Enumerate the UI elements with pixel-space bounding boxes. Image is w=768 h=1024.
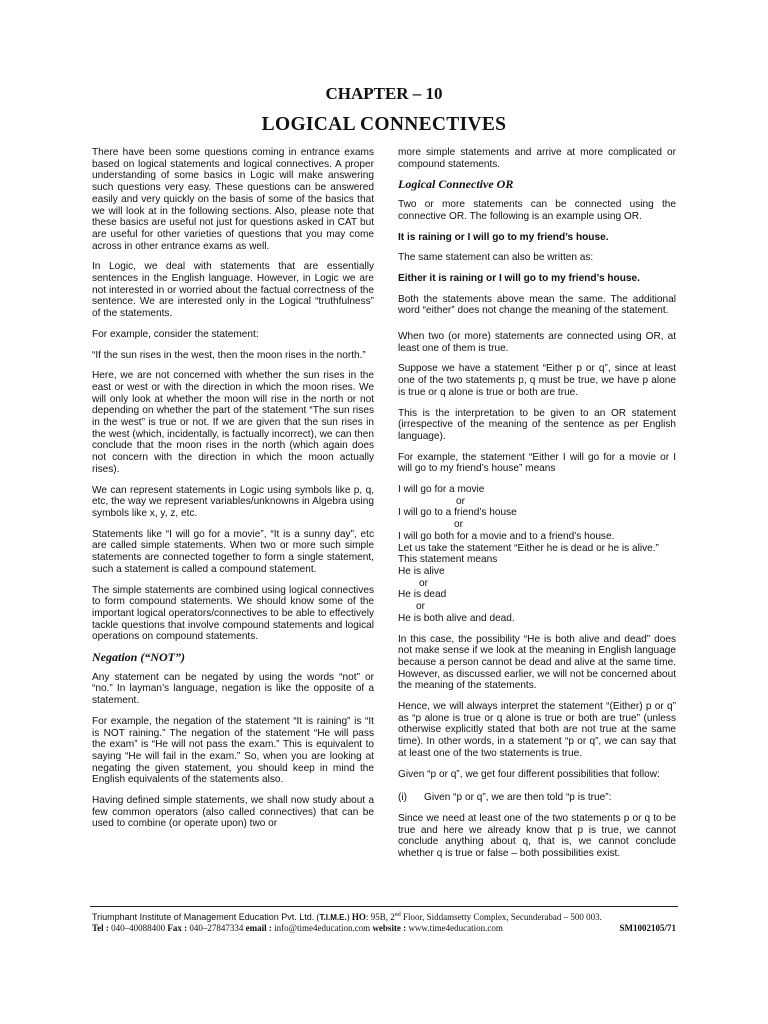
list-line: I will go both for a movie and to a friend’s house.	[398, 530, 615, 542]
paragraph: Given “p or q”, we get four different possibilities that follow:	[398, 768, 660, 780]
page-code: SM1002105/71	[619, 923, 676, 933]
paragraph: For example, the statement “Either I will go for a movie or I will go to my friend’s house” means	[398, 451, 676, 475]
paragraph: Two or more statements can be connected using the connective OR. The following is an example using OR.	[398, 199, 676, 222]
section-heading-or: Logical Connective OR	[398, 177, 514, 192]
tel-value: 040–40088400	[108, 923, 168, 933]
paragraph: Hence, we will always interpret the statement “(Either) p or q” as “p alone is true or q alone is true or both are true” (unless otherwise explicitly stated that both are not true at the same time). In other words, in a statement “p or q”, we can say that at least one of the two statements is true.	[398, 701, 676, 759]
list-connector: or	[456, 495, 465, 507]
email-label: email :	[245, 923, 272, 933]
abbr-close: )	[346, 912, 350, 922]
paragraph: For example, consider the statement:	[92, 328, 259, 340]
list-line: He is both alive and dead.	[398, 612, 515, 624]
paragraph: more simple statements and arrive at more complicated or compound statements.	[398, 147, 676, 170]
chapter-number: CHAPTER – 10	[325, 84, 443, 103]
list-connector: or	[416, 601, 425, 613]
address-superscript: nd	[394, 912, 401, 918]
item-text: Given “p or q”, we are then told “p is true”:	[424, 792, 612, 804]
list-line: He is alive	[398, 565, 445, 577]
list-line: I will go to a friend’s house	[398, 507, 517, 519]
abbr-open: (	[314, 912, 320, 922]
paragraph: There have been some questions coming in entrance exams based on logical statements and logical connectives. A proper understanding of some basics in Logic will make answering such questions very easy. These questions can be answered easily and very quickly on the basis of some of the basics that we will look at in the following sections. Also, please note that these basics are useful not just for questions asked in CAT but are useful for other varieties of questions that you may come across in other entrance exams as well.	[92, 147, 374, 252]
ho-label: HO	[349, 912, 366, 922]
paragraph: In Logic, we deal with statements that are essentially sentences in the English language. However, in Logic we are not interested in or worried about the factual correctness of the sentence. We are interested only in the Logical “truthfulness” of the statements.	[92, 261, 374, 320]
example-statement: It is raining or I will go to my friend’s house.	[398, 231, 609, 243]
paragraph: The same statement can also be written as:	[398, 252, 594, 264]
footer-divider	[90, 906, 678, 907]
paragraph: In this case, the possibility “He is both alive and dead” does not make sense if we look at the meaning in English language because a person cannot be dead and alive at the same time. However, as discussed earlier, we will not be concerned about the meaning of the statements.	[398, 633, 676, 692]
institute-abbr: T.I.M.E.	[319, 913, 347, 922]
item-number: (i)	[398, 792, 407, 804]
example-statement: Either it is raining or I will go to my friend’s house.	[398, 272, 640, 284]
address-part: Floor, Siddamsetty Complex, Secunderabad – 500 003.	[400, 912, 602, 922]
list-line: Let us take the statement “Either he is dead or he is alive.”	[398, 542, 659, 554]
email-value[interactable]: info@time4education.com	[271, 923, 373, 933]
list-connector: or	[454, 519, 463, 531]
list-connector: or	[419, 577, 428, 589]
paragraph: Any statement can be negated by using the words “not” or “no.” In layman’s language, negation is like the opposite of a statement.	[92, 671, 374, 707]
paragraph: We can represent statements in Logic using symbols like p, q, etc, the way we represent variables/unknowns in Algebra using symbols like x, y, z, etc.	[92, 484, 374, 519]
section-heading-negation: Negation (“NOT”)	[92, 650, 185, 665]
footer-contact-line	[92, 922, 676, 934]
numbered-item	[398, 792, 676, 804]
right-column	[398, 147, 676, 860]
example-list	[398, 484, 676, 624]
list-line: I will go for a movie	[398, 484, 485, 496]
paragraph: For example, the negation of the statement “It is raining” is “It is NOT raining.” The negation of the statement “He will pass the exam” is “He will not pass the exam.” This is equivalent to saying “He will fail in the exam.” So, when you are looking at negating the given statement, you should keep in mind the English equivalents of the statements also.	[92, 715, 374, 786]
paragraph: Both the statements above mean the same. The additional word “either” does not change the meaning of the statement.	[398, 293, 676, 317]
paragraph: Since we need at least one of the two statements p or q to be true and here we already know that p is true, we cannot conclude anything about q, that is, we cannot conclude whether q is true or false – both possibilities exist.	[398, 812, 676, 860]
fax-label: Fax :	[167, 923, 188, 933]
left-column	[92, 147, 374, 830]
paragraph: Statements like “I will go for a movie”, “It is a sunny day”, etc are called simple statements. When two or more such simple statements are connected together to form a single statement, such a statement is called a compound statement.	[92, 528, 374, 575]
list-line: He is dead	[398, 589, 447, 601]
website-value[interactable]: www.time4education.com	[406, 923, 503, 933]
fax-value: 040–27847334	[187, 923, 246, 933]
tel-label: Tel :	[92, 923, 109, 933]
paragraph: When two (or more) statements are connected using OR, at least one of them is true.	[398, 331, 676, 354]
paragraph: Having defined simple statements, we shall now study about a few common operators (also called connectives) that can be used to combine (or operate upon) two or	[92, 795, 374, 830]
address-part: : 95B, 2	[365, 912, 395, 922]
website-label: website :	[372, 923, 407, 933]
paragraph: Here, we are not concerned with whether the sun rises in the east or west or with the direction in which the moon rises. We will only look at whether the moon will rise in the north or not depending on whether the part of the statement “The sun rises in the west” is true or not. If we are given that the sun rises in the west (which, incidentally, is factually incorrect), we can then conclude that the moon rises in the north (which again does not concern with the direction in which the moon actually rises).	[92, 370, 374, 475]
paragraph: The simple statements are combined using logical connectives to form compound statements. We should know some of the important logical operators/connectives to be able to effectively tackle questions that involve compound statements and logical operations on compound statements.	[92, 584, 374, 643]
list-line: This statement means	[398, 554, 498, 566]
chapter-title: LOGICAL CONNECTIVES	[261, 114, 507, 135]
paragraph: Suppose we have a statement “Either p or q”, since at least one of the two statements p, q must be true, we have p alone is true or q alone is true or both are true.	[398, 363, 676, 398]
institute-name: Triumphant Institute of Management Education Pvt. Ltd.	[92, 912, 315, 922]
paragraph: This is the interpretation to be given to an OR statement (irrespective of the meaning of the sentence as per English language).	[398, 407, 676, 442]
example-statement: “If the sun rises in the west, then the moon rises in the north.”	[92, 349, 366, 361]
